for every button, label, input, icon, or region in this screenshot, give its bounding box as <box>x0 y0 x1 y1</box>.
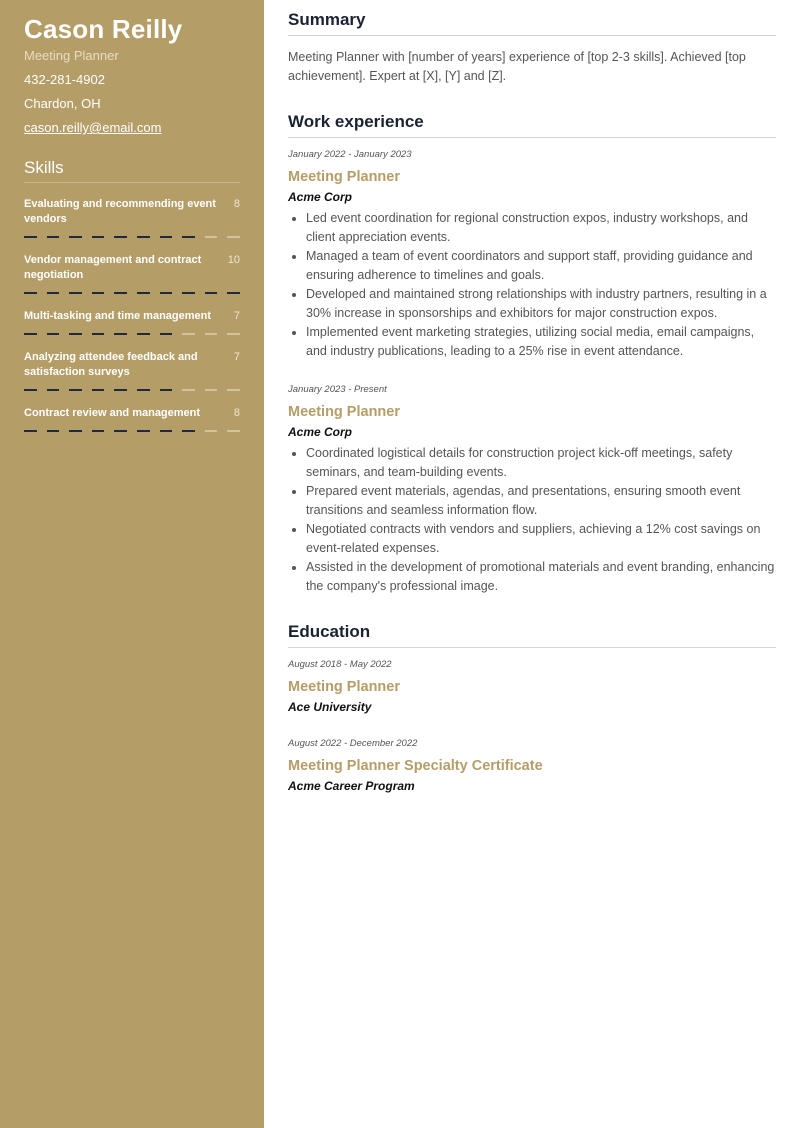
work-bullets <box>288 209 776 361</box>
work-bullets <box>288 444 776 596</box>
skill-rating-bar <box>24 333 240 336</box>
summary-section <box>288 10 776 86</box>
school-name: Acme Career Program <box>288 779 415 793</box>
rating-segment-filled <box>137 236 150 238</box>
rating-segment-filled <box>160 430 173 432</box>
skill-name: Contract review and management <box>24 407 201 419</box>
rating-segment-empty <box>227 430 240 432</box>
location: Chardon, OH <box>24 96 101 111</box>
skill-level: 7 <box>233 310 240 322</box>
rating-segment-empty <box>227 333 240 335</box>
degree-title: Meeting Planner Specialty Certificate <box>288 758 543 774</box>
contact-block <box>24 71 240 137</box>
skill-level: 7 <box>233 351 240 363</box>
education-heading: Education <box>288 622 776 648</box>
education-entry <box>288 658 776 715</box>
skill-item <box>24 309 240 336</box>
skill-item <box>24 406 240 433</box>
bullet-item: • Developed and maintained strong relationships with industry partners, resulting in a 30% increase in sponsorships and exhibitors for major construction expos. <box>306 285 776 323</box>
bullet-item: • Managed a team of event coordinators and support staff, providing guidance and ensuring adherence to timelines and goals. <box>306 247 776 285</box>
rating-segment-filled <box>114 333 127 335</box>
rating-segment-filled <box>182 236 195 238</box>
skill-item <box>24 197 240 239</box>
company-name: Acme Corp <box>288 190 353 204</box>
rating-segment-filled <box>182 292 195 294</box>
job-title: Meeting Planner <box>288 169 400 185</box>
skill-level: 8 <box>233 198 240 210</box>
rating-segment-filled <box>137 430 150 432</box>
rating-segment-filled <box>227 292 240 294</box>
rating-segment-filled <box>205 292 218 294</box>
sidebar <box>0 0 264 1128</box>
rating-segment-filled <box>69 430 82 432</box>
rating-segment-filled <box>92 333 105 335</box>
bullet-item: • Coordinated logistical details for construction project kick-off meetings, safety seminars, and team-building events. <box>306 444 776 482</box>
rating-segment-filled <box>24 333 37 335</box>
bullet-item: • Negotiated contracts with vendors and suppliers, achieving a 12% cost savings on event-related expenses. <box>306 520 776 558</box>
summary-text: Meeting Planner with [number of years] experience of [top 2-3 skills]. Achieved [top achievement]. Expert at [X], [Y] and [Z]. <box>288 50 746 83</box>
education-date: August 2018 - May 2022 <box>288 659 392 670</box>
rating-segment-empty <box>205 236 218 238</box>
skill-rating-bar <box>24 292 240 295</box>
skill-rating-bar <box>24 389 240 392</box>
job-title: Meeting Planner <box>288 404 400 420</box>
rating-segment-empty <box>182 389 195 391</box>
rating-segment-filled <box>47 333 60 335</box>
rating-segment-filled <box>69 236 82 238</box>
rating-segment-empty <box>182 333 195 335</box>
email-link[interactable]: cason.reilly@email.com <box>24 120 162 135</box>
skills-list <box>24 197 240 433</box>
skill-rating-bar <box>24 430 240 433</box>
degree-title: Meeting Planner <box>288 679 400 695</box>
rating-segment-filled <box>47 292 60 294</box>
rating-segment-filled <box>92 389 105 391</box>
skill-name: Evaluating and recommending event vendors <box>24 198 216 225</box>
rating-segment-filled <box>160 236 173 238</box>
work-date: January 2022 - January 2023 <box>288 149 412 160</box>
work-entry <box>288 383 776 596</box>
rating-segment-empty <box>205 389 218 391</box>
rating-segment-empty <box>205 333 218 335</box>
rating-segment-filled <box>137 389 150 391</box>
rating-segment-filled <box>69 389 82 391</box>
skill-level: 10 <box>227 254 240 266</box>
work-date: January 2023 - Present <box>288 384 387 395</box>
rating-segment-filled <box>114 430 127 432</box>
rating-segment-filled <box>160 333 173 335</box>
education-entry <box>288 737 776 794</box>
rating-segment-filled <box>114 389 127 391</box>
rating-segment-empty <box>205 430 218 432</box>
skill-name: Vendor management and contract negotiation <box>24 254 202 281</box>
company-name: Acme Corp <box>288 425 353 439</box>
skill-item <box>24 350 240 392</box>
rating-segment-filled <box>160 389 173 391</box>
rating-segment-filled <box>92 292 105 294</box>
education-date: August 2022 - December 2022 <box>288 738 418 749</box>
rating-segment-filled <box>69 333 82 335</box>
rating-segment-filled <box>92 430 105 432</box>
rating-segment-filled <box>114 236 127 238</box>
rating-segment-filled <box>47 389 60 391</box>
phone: 432-281-4902 <box>24 72 105 87</box>
rating-segment-filled <box>69 292 82 294</box>
skill-rating-bar <box>24 236 240 239</box>
skill-level: 8 <box>233 407 240 419</box>
rating-segment-filled <box>24 430 37 432</box>
rating-segment-filled <box>137 333 150 335</box>
rating-segment-filled <box>47 236 60 238</box>
education-section <box>288 622 776 794</box>
rating-segment-filled <box>160 292 173 294</box>
bullet-item: • Prepared event materials, agendas, and presentations, ensuring smooth event transitions and seamless information flow. <box>306 482 776 520</box>
rating-segment-filled <box>137 292 150 294</box>
rating-segment-filled <box>24 292 37 294</box>
skills-heading: Skills <box>24 158 240 183</box>
rating-segment-filled <box>92 236 105 238</box>
rating-segment-empty <box>227 236 240 238</box>
rating-segment-filled <box>24 389 37 391</box>
rating-segment-filled <box>114 292 127 294</box>
school-name: Ace University <box>288 700 372 714</box>
skill-name: Analyzing attendee feedback and satisfaction surveys <box>24 351 198 378</box>
rating-segment-filled <box>24 236 37 238</box>
main-content <box>288 10 776 794</box>
bullet-item: • Assisted in the development of promotional materials and event branding, enhancing the company's professional image. <box>306 558 776 596</box>
rating-segment-empty <box>227 389 240 391</box>
candidate-name: Cason Reilly <box>24 14 183 44</box>
rating-segment-filled <box>182 430 195 432</box>
skill-item <box>24 253 240 295</box>
summary-heading: Summary <box>288 10 776 36</box>
work-heading: Work experience <box>288 112 776 138</box>
candidate-title: Meeting Planner <box>24 48 119 63</box>
skill-name: Multi-tasking and time management <box>24 310 212 322</box>
work-entry <box>288 148 776 361</box>
bullet-item: • Led event coordination for regional construction expos, industry workshops, and client appreciation events. <box>306 209 776 247</box>
work-section <box>288 112 776 596</box>
bullet-item: • Implemented event marketing strategies, utilizing social media, email campaigns, and industry publications, leading to a 25% rise in event attendance. <box>306 323 776 361</box>
rating-segment-filled <box>47 430 60 432</box>
